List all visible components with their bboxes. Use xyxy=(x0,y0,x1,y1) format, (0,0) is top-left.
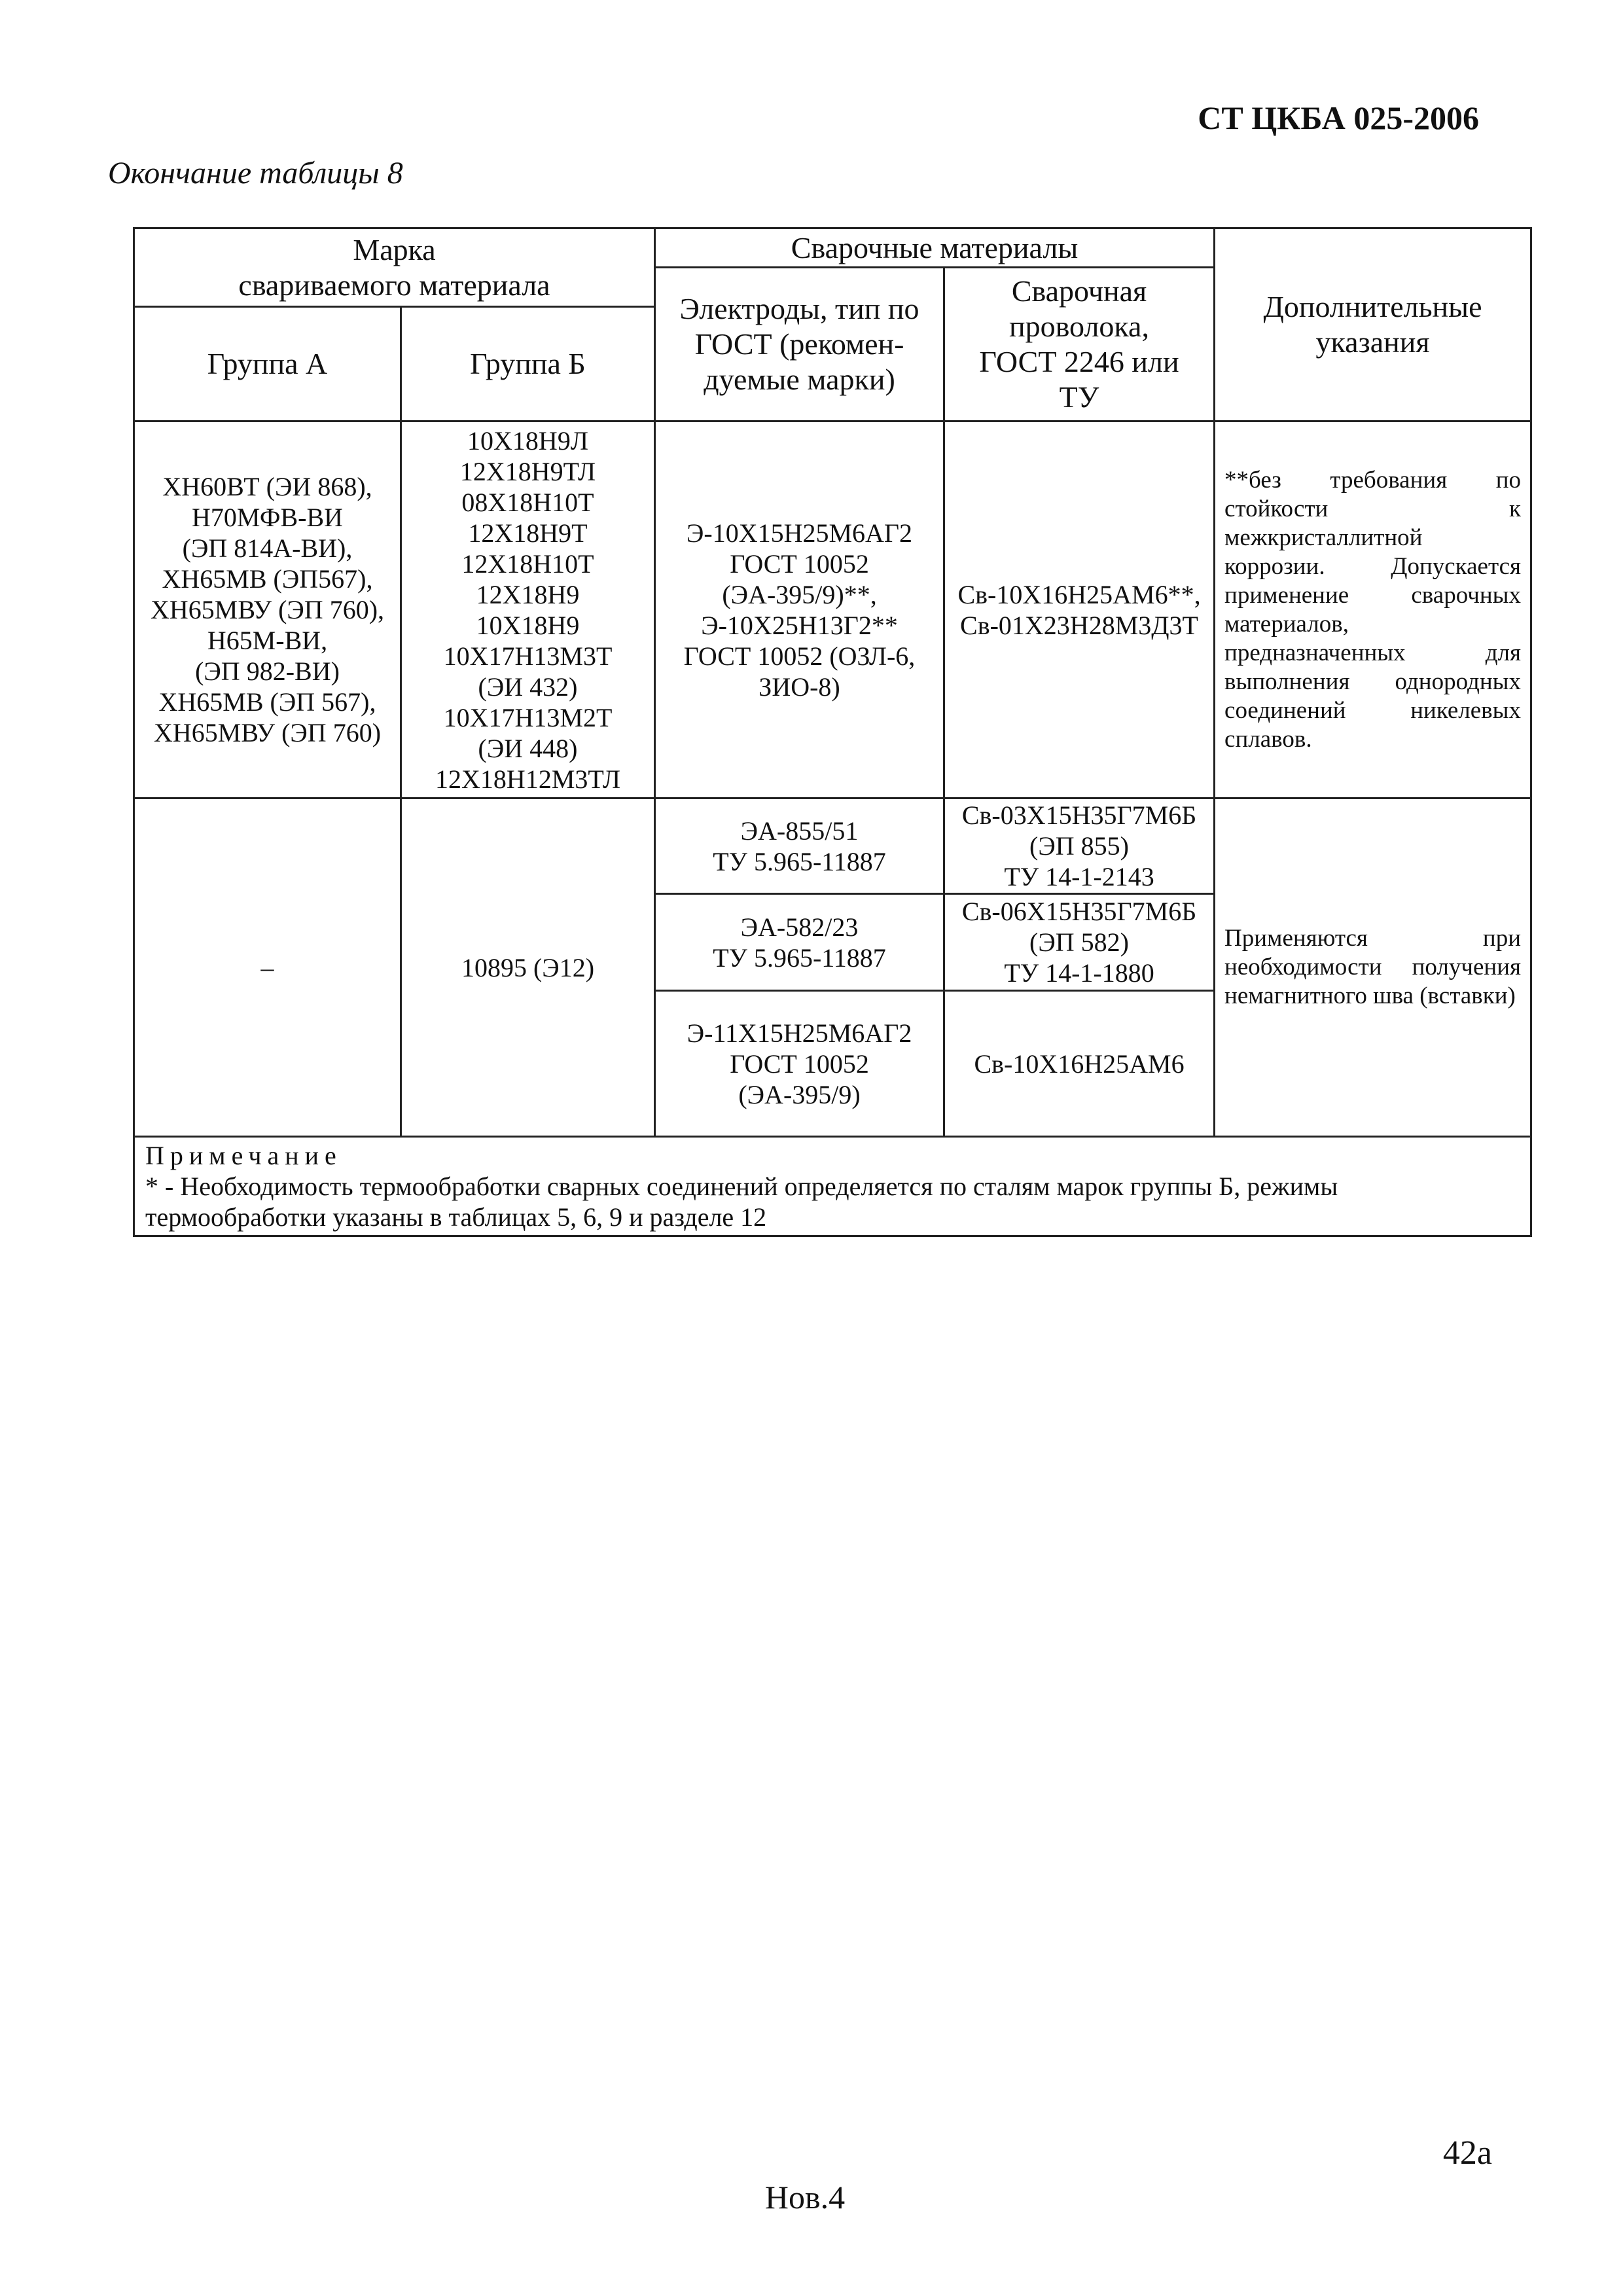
header-additional-notes: Дополнительные указания xyxy=(1215,228,1531,422)
header-group-b: Группа Б xyxy=(401,307,655,422)
header-welding-materials: Сварочные материалы xyxy=(655,228,1215,268)
note-title: Примечание xyxy=(145,1141,342,1170)
page-number: 42а xyxy=(1442,2134,1492,2172)
row2b-electrodes: ЭА-582/23 ТУ 5.965-11887 xyxy=(655,894,944,991)
row2-notes: Применяются при необходимости получения немагнитного шва (вставки) xyxy=(1215,798,1531,1137)
row1-group-b: 10Х18Н9Л 12Х18Н9ТЛ 08Х18Н10Т 12Х18Н9Т 12Х18Н10Т 12Х18Н9 10Х18Н9 10Х17Н13М3Т (ЭИ 432) 10Х17Н13М2Т (ЭИ 448) 12Х18Н12М3ТЛ xyxy=(401,422,655,798)
header-welding-wire: Сварочная проволока, ГОСТ 2246 или ТУ xyxy=(944,268,1215,422)
header-material-grade: Марка свариваемого материала xyxy=(134,228,655,307)
row2-group-a: – xyxy=(134,798,401,1137)
row1-electrodes: Э-10Х15Н25М6АГ2 ГОСТ 10052 (ЭА-395/9)**, Э-10Х25Н13Г2** ГОСТ 10052 (ОЗЛ-6, ЗИО-8) xyxy=(655,422,944,798)
header-group-a: Группа А xyxy=(134,307,401,422)
header-electrodes: Электроды, тип по ГОСТ (рекомен- дуемые марки) xyxy=(655,268,944,422)
row1-wire: Св-10Х16Н25АМ6**, Св-01Х23Н28М3Д3Т xyxy=(944,422,1215,798)
table-continuation-caption: Окончание таблицы 8 xyxy=(108,156,403,190)
row1-group-a: ХН60ВТ (ЭИ 868), Н70МФВ-ВИ (ЭП 814А-ВИ), ХН65МВ (ЭП567), ХН65МВУ (ЭП 760), Н65М-ВИ, (ЭП 982-ВИ) ХН65МВ (ЭП 567), ХН65МВУ (ЭП 760) xyxy=(134,422,401,798)
row2a-wire: Св-03Х15Н35Г7М6Б (ЭП 855) ТУ 14-1-2143 xyxy=(944,798,1215,894)
row2-group-b: 10895 (Э12) xyxy=(401,798,655,1137)
row2c-wire: Св-10Х16Н25АМ6 xyxy=(944,991,1215,1137)
table-row xyxy=(134,422,1531,798)
document-code: СТ ЦКБА 025-2006 xyxy=(1198,99,1479,136)
row2a-electrodes: ЭА-855/51 ТУ 5.965-11887 xyxy=(655,798,944,894)
row1-notes: **без требования по стойкости к межкристаллитной коррозии. Допускается применение сварочных материалов, предназначенных для выполнения однородных соединений никелевых сплавов. xyxy=(1215,422,1531,798)
row2b-wire: Св-06Х15Н35Г7М6Б (ЭП 582) ТУ 14-1-1880 xyxy=(944,894,1215,991)
note-text: * - Необходимость термообработки сварных соединений определяется по сталям марок группы Б, режимы термообработки указаны в таблицах 5, 6, 9 и разделе 12 xyxy=(145,1172,1338,1232)
table-row xyxy=(134,798,1531,894)
revision-label: Нов.4 xyxy=(764,2179,846,2215)
table-note xyxy=(134,1137,1531,1236)
row2c-electrodes: Э-11Х15Н25М6АГ2 ГОСТ 10052 (ЭА-395/9) xyxy=(655,991,944,1137)
welding-materials-table xyxy=(133,227,1532,1237)
